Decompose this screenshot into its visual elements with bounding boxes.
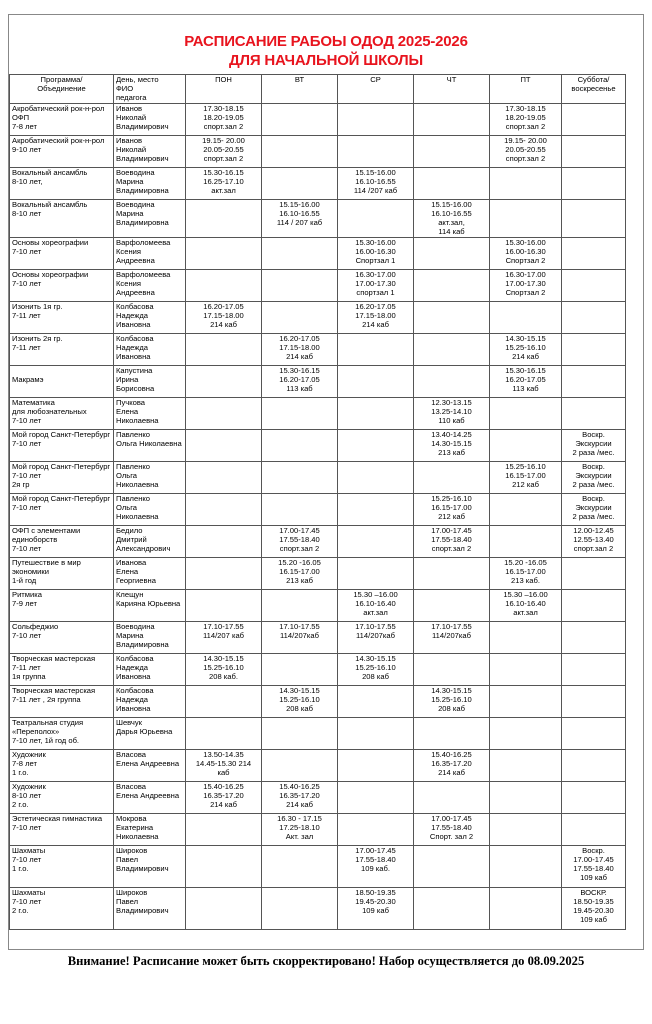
cell-tue: 17.00-17.45 17.55-18.40 спорт.зал 2 — [262, 525, 338, 557]
cell-program: Сольфеджио 7-10 лет — [10, 621, 114, 653]
cell-thu: 15.15-16.00 16.10-16.55 акт.зал, 114 каб — [414, 199, 490, 237]
cell-teacher: Власова Елена Андреевна — [114, 749, 186, 781]
cell-thu: 14.30-15.15 15.25-16.10 208 каб — [414, 685, 490, 717]
cell-teacher: Широков Павел Владимирович — [114, 887, 186, 929]
table-row — [10, 749, 626, 781]
cell-weekend — [562, 237, 626, 269]
cell-wed — [338, 397, 414, 429]
cell-thu — [414, 135, 490, 167]
cell-mon: 17.10-17.55 114/207 каб — [186, 621, 262, 653]
cell-wed — [338, 813, 414, 845]
cell-fri: 15.25-16.10 16.15-17.00 212 каб — [490, 461, 562, 493]
page-subtitle: ДЛЯ НАЧАЛЬНОЙ ШКОЛЫ — [229, 52, 423, 69]
cell-fri — [490, 887, 562, 929]
cell-teacher: Капустина Ирина Борисовна — [114, 365, 186, 397]
table-row — [10, 397, 626, 429]
cell-program: Мой город Санкт-Петербург 7-10 лет 2я гр — [10, 461, 114, 493]
cell-fri — [490, 493, 562, 525]
cell-teacher: Клещун Карияна Юрьевна — [114, 589, 186, 621]
cell-fri — [490, 685, 562, 717]
cell-tue — [262, 749, 338, 781]
cell-program: Художник 8-10 лет 2 г.о. — [10, 781, 114, 813]
cell-mon — [186, 269, 262, 301]
cell-program: Мой город Санкт-Петербург 7-10 лет — [10, 429, 114, 461]
cell-teacher: Воеводина Марина Владимировна — [114, 167, 186, 199]
cell-tue: 16.30 - 17.15 17.25-18.10 Акт. зал — [262, 813, 338, 845]
cell-mon — [186, 365, 262, 397]
cell-teacher: Колбасова Надежда Ивановна — [114, 301, 186, 333]
cell-thu — [414, 301, 490, 333]
page-title: РАСПИСАНИЕ РАБОЫ ОДОД 2025-2026 — [184, 33, 468, 50]
cell-tue — [262, 301, 338, 333]
cell-teacher: Иванова Елена Георгиевна — [114, 557, 186, 589]
table-row — [10, 365, 626, 397]
table-row — [10, 493, 626, 525]
cell-tue — [262, 653, 338, 685]
cell-wed — [338, 365, 414, 397]
cell-mon — [186, 717, 262, 749]
cell-program: Акробатический рок-н-рол 9-10 лет — [10, 135, 114, 167]
table-row — [10, 269, 626, 301]
cell-thu — [414, 845, 490, 887]
cell-weekend — [562, 685, 626, 717]
cell-fri — [490, 653, 562, 685]
cell-program: Художник 7-8 лет 1 г.о. — [10, 749, 114, 781]
cell-mon: 16.20-17.05 17.15-18.00 214 каб — [186, 301, 262, 333]
cell-tue — [262, 845, 338, 887]
cell-weekend — [562, 199, 626, 237]
cell-program: Вокальный ансамбль 8-10 лет, — [10, 167, 114, 199]
cell-program: Шахматы 7-10 лет 1 г.о. — [10, 845, 114, 887]
table-row — [10, 333, 626, 365]
header-fri: ПТ — [490, 75, 562, 104]
cell-fri — [490, 525, 562, 557]
cell-wed: 16.20-17.05 17.15-18.00 214 каб — [338, 301, 414, 333]
cell-program: Путешествие в мир экономики 1-й год — [10, 557, 114, 589]
cell-weekend — [562, 749, 626, 781]
header-tue: ВТ — [262, 75, 338, 104]
cell-weekend: Воскр. Экскурсии 2 раза /мес. — [562, 493, 626, 525]
cell-teacher: Павленко Ольга Николаевна — [114, 429, 186, 461]
table-row — [10, 301, 626, 333]
header-wed: СР — [338, 75, 414, 104]
cell-weekend: Воскр. Экскурсии 2 раза /мес. — [562, 429, 626, 461]
cell-program: ОФП с элементами единоборств 7-10 лет — [10, 525, 114, 557]
cell-tue — [262, 429, 338, 461]
cell-mon: 15.30-16.15 16.25-17.10 акт.зал — [186, 167, 262, 199]
header-weekend: Суббота/ воскресенье — [562, 75, 626, 104]
cell-thu — [414, 589, 490, 621]
cell-mon — [186, 557, 262, 589]
cell-fri: 17.30-18.15 18.20-19.05 спорт.зал 2 — [490, 103, 562, 135]
table-row — [10, 199, 626, 237]
header-program: Программа/ Объединение — [10, 75, 114, 104]
cell-tue: 17.10-17.55 114/207каб — [262, 621, 338, 653]
cell-thu: 17.10-17.55 114/207каб — [414, 621, 490, 653]
cell-thu — [414, 717, 490, 749]
cell-fri — [490, 199, 562, 237]
cell-wed: 15.15-16.00 16.10-16.55 114 /207 каб — [338, 167, 414, 199]
cell-mon — [186, 525, 262, 557]
cell-thu: 15.25-16.10 16.15-17.00 212 каб — [414, 493, 490, 525]
table-row — [10, 429, 626, 461]
cell-mon — [186, 685, 262, 717]
cell-tue — [262, 717, 338, 749]
cell-tue: 15.20 -16.05 16.15-17.00 213 каб — [262, 557, 338, 589]
cell-wed — [338, 461, 414, 493]
cell-mon — [186, 237, 262, 269]
cell-tue — [262, 493, 338, 525]
cell-wed — [338, 525, 414, 557]
cell-mon — [186, 887, 262, 929]
cell-program: Вокальный ансамбль 8-10 лет — [10, 199, 114, 237]
cell-program: Изонить 2я гр. 7-11 лет — [10, 333, 114, 365]
cell-mon — [186, 429, 262, 461]
cell-weekend — [562, 301, 626, 333]
cell-weekend — [562, 333, 626, 365]
cell-thu — [414, 781, 490, 813]
schedule-body — [10, 103, 626, 929]
table-row — [10, 135, 626, 167]
table-row — [10, 685, 626, 717]
cell-program: Театральная студия «Переполох» 7-10 лет, 1й год об. — [10, 717, 114, 749]
cell-thu: 12.30-13.15 13.25-14.10 110 каб — [414, 397, 490, 429]
table-row — [10, 887, 626, 929]
cell-program: Творческая мастерская 7-11 лет 1я группа — [10, 653, 114, 685]
cell-program: Мой город Санкт-Петербург 7-10 лет — [10, 493, 114, 525]
cell-fri — [490, 813, 562, 845]
cell-wed — [338, 781, 414, 813]
cell-fri: 16.30-17.00 17.00-17.30 Спортзал 2 — [490, 269, 562, 301]
cell-teacher: Колбасова Надежда Ивановна — [114, 653, 186, 685]
cell-thu — [414, 103, 490, 135]
cell-tue: 16.20-17.05 17.15-18.00 214 каб — [262, 333, 338, 365]
cell-tue: 15.30-16.15 16.20-17.05 113 каб — [262, 365, 338, 397]
cell-fri — [490, 301, 562, 333]
table-row — [10, 525, 626, 557]
cell-tue: 14.30-15.15 15.25-16.10 208 каб — [262, 685, 338, 717]
cell-thu: 15.40-16.25 16.35-17.20 214 каб — [414, 749, 490, 781]
cell-mon — [186, 461, 262, 493]
cell-tue — [262, 167, 338, 199]
cell-program: Макрамэ — [10, 365, 114, 397]
cell-wed — [338, 199, 414, 237]
cell-thu — [414, 167, 490, 199]
cell-fri — [490, 167, 562, 199]
cell-wed — [338, 557, 414, 589]
cell-weekend — [562, 717, 626, 749]
cell-weekend: Воскр. Экскурсии 2 раза /мес. — [562, 461, 626, 493]
schedule-header — [10, 75, 626, 104]
table-row — [10, 589, 626, 621]
cell-teacher: Иванов Николай Владимирович — [114, 103, 186, 135]
cell-program: Изонить 1я гр. 7-11 лет — [10, 301, 114, 333]
cell-wed: 14.30-15.15 15.25-16.10 208 каб — [338, 653, 414, 685]
cell-wed — [338, 717, 414, 749]
cell-weekend — [562, 653, 626, 685]
cell-weekend — [562, 621, 626, 653]
cell-thu — [414, 269, 490, 301]
cell-teacher: Павленко Ольга Николаевна — [114, 461, 186, 493]
cell-thu — [414, 887, 490, 929]
cell-tue — [262, 887, 338, 929]
cell-wed: 16.30-17.00 17.00-17.30 спортзал 1 — [338, 269, 414, 301]
cell-teacher: Бедило Дмитрий Александрович — [114, 525, 186, 557]
cell-teacher: Павленко Ольга Николаевна — [114, 493, 186, 525]
cell-thu — [414, 333, 490, 365]
cell-wed: 17.00-17.45 17.55-18.40 109 каб. — [338, 845, 414, 887]
schedule-table — [9, 74, 626, 930]
cell-thu — [414, 237, 490, 269]
cell-mon — [186, 493, 262, 525]
cell-tue — [262, 237, 338, 269]
cell-wed: 15.30-16.00 16.00-16.30 Спортзал 1 — [338, 237, 414, 269]
cell-teacher: Варфоломеева Ксения Андреевна — [114, 269, 186, 301]
cell-program: Основы хореографии 7-10 лет — [10, 237, 114, 269]
cell-wed — [338, 685, 414, 717]
cell-wed: 15.30 –16.00 16.10-16.40 акт.зал — [338, 589, 414, 621]
cell-fri — [490, 621, 562, 653]
cell-mon: 15.40-16.25 16.35-17.20 214 каб — [186, 781, 262, 813]
cell-weekend — [562, 167, 626, 199]
cell-fri: 15.30-16.00 16.00-16.30 Спортзал 2 — [490, 237, 562, 269]
cell-thu — [414, 557, 490, 589]
cell-weekend — [562, 781, 626, 813]
cell-mon — [186, 199, 262, 237]
cell-thu — [414, 461, 490, 493]
table-row — [10, 717, 626, 749]
cell-program: Основы хореографии 7-10 лет — [10, 269, 114, 301]
cell-thu: 17.00-17.45 17.55-18.40 спорт.зал 2 — [414, 525, 490, 557]
cell-mon — [186, 845, 262, 887]
cell-tue — [262, 461, 338, 493]
header-thu: ЧТ — [414, 75, 490, 104]
table-row — [10, 621, 626, 653]
cell-weekend — [562, 557, 626, 589]
cell-wed — [338, 749, 414, 781]
cell-fri — [490, 397, 562, 429]
cell-wed: 17.10-17.55 114/207каб — [338, 621, 414, 653]
cell-fri — [490, 845, 562, 887]
cell-program: Шахматы 7-10 лет 2 г.о. — [10, 887, 114, 929]
cell-wed — [338, 103, 414, 135]
cell-tue — [262, 269, 338, 301]
cell-weekend — [562, 135, 626, 167]
cell-fri: 19.15- 20.00 20.05-20.55 спорт.зал 2 — [490, 135, 562, 167]
cell-fri — [490, 781, 562, 813]
cell-weekend — [562, 397, 626, 429]
cell-mon — [186, 397, 262, 429]
cell-program: Ритмика 7-9 лет — [10, 589, 114, 621]
cell-fri: 14.30-15.15 15.25-16.10 214 каб — [490, 333, 562, 365]
table-row — [10, 813, 626, 845]
cell-fri — [490, 429, 562, 461]
cell-weekend — [562, 269, 626, 301]
cell-fri — [490, 717, 562, 749]
cell-teacher: Мокрова Екатерина Николаевна — [114, 813, 186, 845]
cell-teacher: Широков Павел Владимирович — [114, 845, 186, 887]
cell-fri: 15.30-16.15 16.20-17.05 113 каб — [490, 365, 562, 397]
table-row — [10, 557, 626, 589]
cell-thu — [414, 653, 490, 685]
cell-teacher: Варфоломеева Ксения Андреевна — [114, 237, 186, 269]
table-row — [10, 461, 626, 493]
cell-wed — [338, 333, 414, 365]
cell-weekend: Воскр. 17.00-17.45 17.55-18.40 109 каб — [562, 845, 626, 887]
cell-program: Творческая мастерская 7-11 лет , 2я группа — [10, 685, 114, 717]
cell-weekend — [562, 365, 626, 397]
cell-fri — [490, 749, 562, 781]
cell-teacher: Воеводина Марина Владимировна — [114, 199, 186, 237]
cell-wed: 18.50-19.35 19.45-20.30 109 каб — [338, 887, 414, 929]
cell-mon: 14.30-15.15 15.25-16.10 208 каб. — [186, 653, 262, 685]
cell-wed — [338, 429, 414, 461]
cell-program: Акробатический рок-н-рол ОФП 7-8 лет — [10, 103, 114, 135]
cell-thu: 17.00-17.45 17.55-18.40 Спорт. зал 2 — [414, 813, 490, 845]
cell-tue: 15.40-16.25 16.35-17.20 214 каб — [262, 781, 338, 813]
cell-mon: 17.30-18.15 18.20-19.05 спорт.зал 2 — [186, 103, 262, 135]
table-row — [10, 653, 626, 685]
table-row — [10, 167, 626, 199]
cell-mon — [186, 333, 262, 365]
cell-teacher: Воеводина Марина Владимировна — [114, 621, 186, 653]
cell-weekend — [562, 813, 626, 845]
cell-thu — [414, 365, 490, 397]
cell-weekend — [562, 589, 626, 621]
cell-teacher: Власова Елена Андреевна — [114, 781, 186, 813]
cell-tue — [262, 103, 338, 135]
cell-teacher: Колбасова Надежда Ивановна — [114, 333, 186, 365]
cell-tue: 15.15-16.00 16.10-16.55 114 / 207 каб — [262, 199, 338, 237]
cell-teacher: Пучкова Елена Николаевна — [114, 397, 186, 429]
cell-wed — [338, 493, 414, 525]
cell-program: Математика для любознательных 7-10 лет — [10, 397, 114, 429]
cell-thu: 13.40-14.25 14.30-15.15 213 каб — [414, 429, 490, 461]
cell-mon: 13.50-14.35 14.45-15.30 214 каб — [186, 749, 262, 781]
table-row — [10, 781, 626, 813]
header-row — [10, 75, 626, 104]
table-row — [10, 845, 626, 887]
cell-weekend: ВОСКР. 18.50-19.35 19.45-20.30 109 каб — [562, 887, 626, 929]
header-teacher: День, место ФИО педагога — [114, 75, 186, 104]
cell-weekend: 12.00-12.45 12.55-13.40 спорт.зал 2 — [562, 525, 626, 557]
cell-mon — [186, 813, 262, 845]
cell-weekend — [562, 103, 626, 135]
table-row — [10, 103, 626, 135]
cell-teacher: Колбасова Надежда Ивановна — [114, 685, 186, 717]
cell-fri: 15.30 –16.00 16.10-16.40 акт.зал — [490, 589, 562, 621]
cell-mon — [186, 589, 262, 621]
cell-program: Эстетическая гимнастика 7-10 лет — [10, 813, 114, 845]
cell-teacher: Шевчук Дарья Юрьевна — [114, 717, 186, 749]
cell-wed — [338, 135, 414, 167]
cell-fri: 15.20 -16.05 16.15-17.00 213 каб. — [490, 557, 562, 589]
cell-teacher: Иванов Николай Владимирович — [114, 135, 186, 167]
cell-tue — [262, 397, 338, 429]
cell-tue — [262, 135, 338, 167]
footer-notice: Внимание! Расписание может быть скорректировано! Набор осуществляется до 08.09.2025 — [67, 954, 585, 968]
cell-mon: 19.15- 20.00 20.05-20.55 спорт.зал 2 — [186, 135, 262, 167]
cell-tue — [262, 589, 338, 621]
header-mon: ПОН — [186, 75, 262, 104]
table-row — [10, 237, 626, 269]
